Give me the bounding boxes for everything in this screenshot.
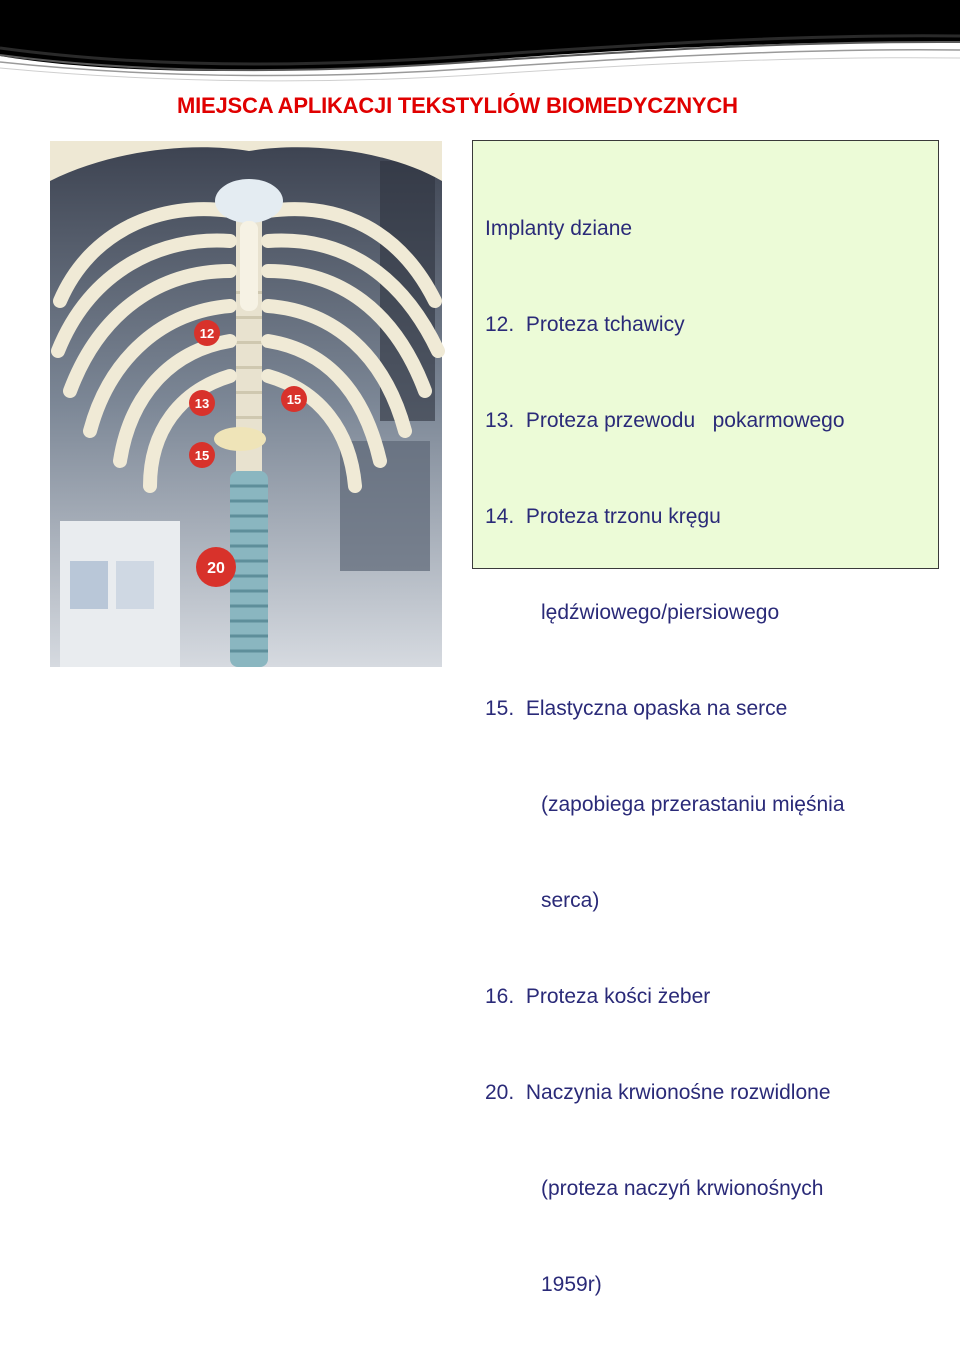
list-item-continuation: 1959r) — [541, 1273, 602, 1296]
svg-text:20: 20 — [207, 560, 225, 577]
svg-text:15: 15 — [286, 392, 302, 407]
list-item: 12. Proteza tchawicy — [485, 313, 685, 336]
list-item-continuation: serca) — [541, 889, 600, 912]
list-item: 14. Proteza trzonu kręgu — [485, 505, 721, 528]
list-item-continuation: lędźwiowego/piersiowego — [541, 601, 780, 624]
list-item-continuation: (zapobiega przerastaniu mięśnia — [541, 793, 845, 816]
skeleton-photo — [50, 141, 442, 667]
svg-text:12: 12 — [199, 326, 215, 341]
implants-list-box — [472, 140, 939, 1296]
slide-title: MIEJSCA APLIKACJI TEKSTYLIÓW BIOMEDYCZNYCH — [177, 93, 738, 118]
list-item: 15. Elastyczna opaska na serce — [485, 697, 788, 720]
list-item: 13. Proteza przewodu pokarmowego — [485, 409, 845, 432]
svg-text:13: 13 — [194, 396, 210, 411]
svg-text:15: 15 — [194, 448, 210, 463]
list-item: 20. Naczynia krwionośne rozwidlone — [485, 1081, 831, 1104]
list-item-continuation: (proteza naczyń krwionośnych — [541, 1177, 824, 1200]
implants-list — [485, 149, 845, 1365]
header-band-decoration — [0, 0, 960, 84]
list-heading: Implanty dziane — [485, 217, 633, 240]
list-item: 16. Proteza kości żeber — [485, 985, 711, 1008]
